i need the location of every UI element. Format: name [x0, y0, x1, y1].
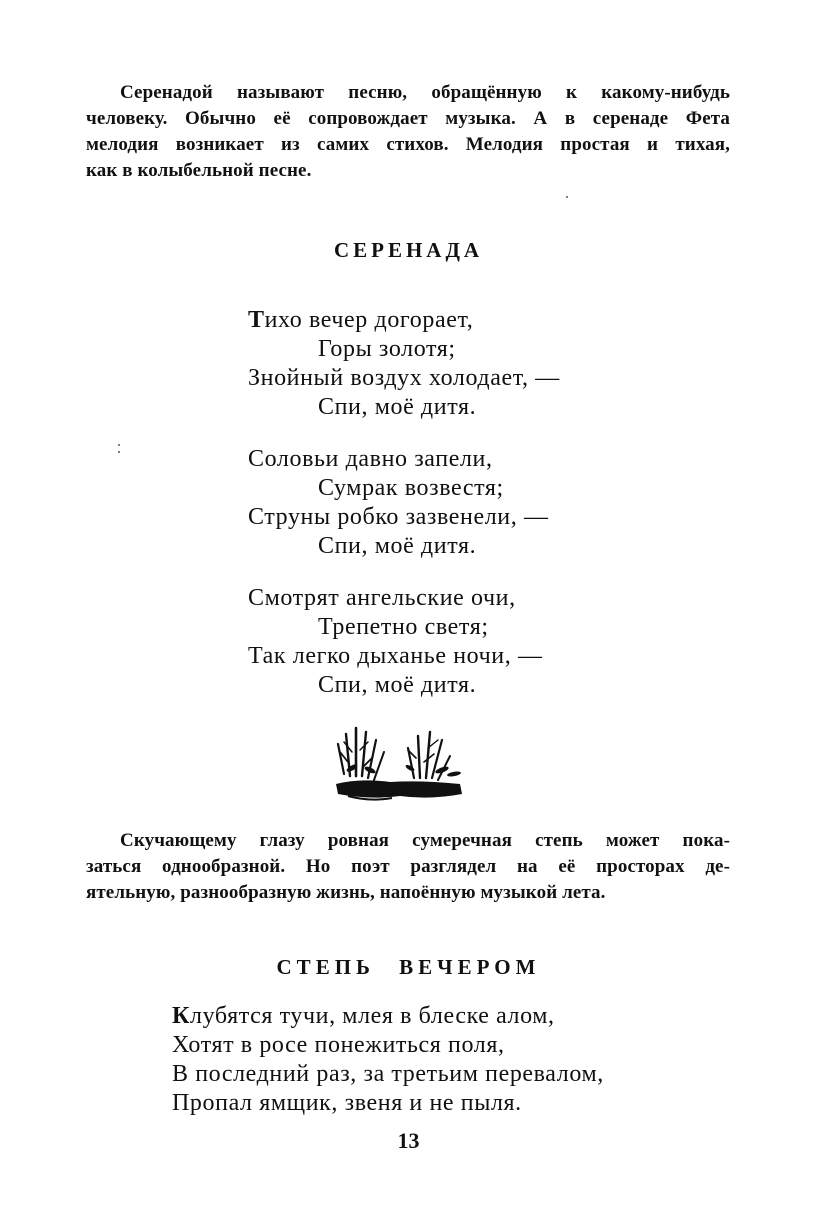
- poem-line: Хотят в росе понежиться поля,: [172, 1032, 505, 1058]
- poem-line: Спи, моё дитя.: [318, 394, 477, 420]
- scan-speck: [118, 451, 120, 453]
- intro-paragraph: [86, 80, 730, 184]
- poem-line: Знойный воздух холодает, —: [248, 365, 560, 391]
- intro-line: Серенадой называют песню, обращённую к какому-нибудь: [120, 82, 730, 103]
- stanza: [248, 584, 560, 700]
- scan-speck: [566, 196, 568, 198]
- poem-initial-letter: К: [172, 1003, 191, 1029]
- poem-line: Спи, моё дитя.: [318, 672, 477, 698]
- grass-vignette-illustration: [330, 722, 470, 806]
- poem-line: Горы золотя;: [318, 336, 456, 362]
- middle-line: Скучающему глазу ровная сумеречная степь может пока-: [120, 830, 730, 851]
- intro-line: человеку. Обычно её сопровождает музыка. А в серенаде Фета: [86, 108, 730, 129]
- steppe-poem: [172, 1002, 604, 1118]
- middle-paragraph: [86, 828, 730, 906]
- intro-line: мелодия возникает из самих стихов. Мелодия простая и тихая,: [86, 134, 730, 155]
- poem-initial-letter: Т: [248, 307, 265, 333]
- poem-line: Соловьи давно запели,: [248, 446, 493, 472]
- poem-line: Так легко дыханье ночи, —: [248, 643, 543, 669]
- poem-line: Сумрак возвестя;: [318, 475, 504, 501]
- poem-line: Смотрят ангельские очи,: [248, 585, 516, 611]
- poem-line: Трепетно светя;: [318, 614, 489, 640]
- middle-line: ятельную, разнообразную жизнь, напоённую музыкой лета.: [86, 882, 606, 903]
- steppe-title: СТЕПЬ ВЕЧЕРОМ: [276, 955, 541, 979]
- scan-speck: [118, 444, 120, 446]
- stanza: [248, 306, 560, 422]
- poem-line: Струны робко зазвенели, —: [248, 504, 549, 530]
- poem-line: Спи, моё дитя.: [318, 533, 477, 559]
- middle-line: заться однообразной. Но поэт разглядел на её просторах де-: [86, 856, 730, 877]
- poem-line: В последний раз, за третьим перевалом,: [172, 1061, 604, 1087]
- intro-line: как в колыбельной песне.: [86, 160, 312, 181]
- serenade-poem: [248, 306, 560, 723]
- stanza: [248, 445, 560, 561]
- serenade-title: СЕРЕНАДА: [333, 238, 484, 262]
- poem-line: Клубятся тучи, млея в блеске алом,: [172, 1003, 555, 1029]
- page-number: 13: [397, 1128, 420, 1153]
- poem-line: Пропал ямщик, звеня и не пыля.: [172, 1090, 522, 1116]
- poem-line: Тихо вечер догорает,: [248, 307, 474, 333]
